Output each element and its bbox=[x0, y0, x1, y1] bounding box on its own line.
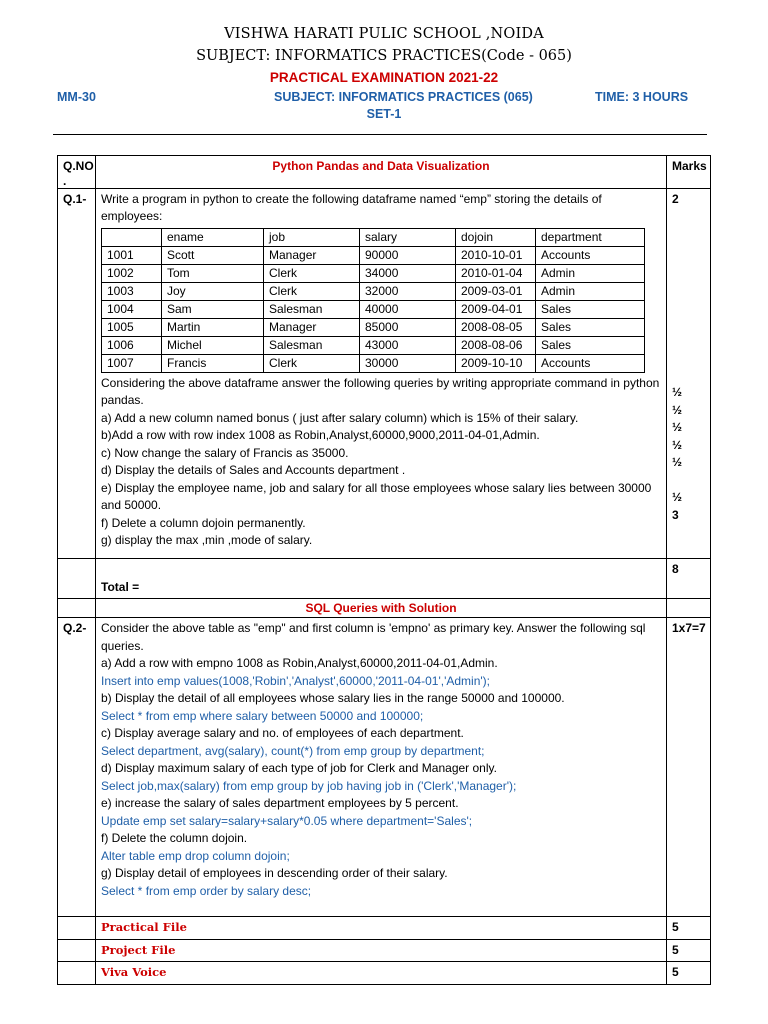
max-marks: MM-30 bbox=[57, 90, 96, 104]
q1-part-d: d) Display the details of Sales and Accounts department . bbox=[101, 463, 406, 477]
emp-cell: 2008-08-05 bbox=[456, 318, 536, 336]
emp-cell: Admin bbox=[536, 282, 645, 300]
q2-part-e: e) increase the salary of sales department employees by 5 percent. bbox=[101, 796, 459, 810]
emp-cell: 1006 bbox=[102, 336, 162, 354]
q1-marks: 2 ½ ½ ½ ½ ½ ½ 3 bbox=[667, 188, 711, 558]
q2-sql-c: Select department, avg(salary), count(*) from emp group by department; bbox=[101, 743, 485, 758]
emp-header-row bbox=[102, 228, 645, 246]
time-allowed: TIME: 3 HOURS bbox=[595, 90, 689, 104]
emp-cell: 85000 bbox=[360, 318, 456, 336]
q2-part-g: g) Display detail of employees in descending order of their salary. bbox=[101, 866, 448, 880]
q2-sql-a: Insert into emp values(1008,'Robin','Analyst',60000,'2011-04-01','Admin'); bbox=[101, 673, 490, 688]
extra-row-viva bbox=[58, 962, 711, 985]
q2-number: Q.2- bbox=[58, 618, 96, 917]
q1-mark-a: ½ bbox=[672, 385, 683, 399]
emp-cell: Joy bbox=[162, 282, 264, 300]
q1-part-b: b)Add a row with row index 1008 as Robin,Analyst,60000,9000,2011-04-01,Admin. bbox=[101, 428, 540, 442]
sql-section-row bbox=[58, 599, 711, 618]
emp-row bbox=[102, 246, 645, 264]
total-row bbox=[58, 558, 711, 599]
q2-sql-g: Select * from emp order by salary desc; bbox=[101, 883, 312, 898]
subject-code: SUBJECT: INFORMATICS PRACTICES (065) bbox=[274, 90, 533, 104]
emp-cell: 2009-03-01 bbox=[456, 282, 536, 300]
q1-mark-f: ½ bbox=[672, 490, 683, 504]
q1-mark-g: 3 bbox=[672, 507, 679, 522]
q2-sql-f: Alter table emp drop column dojoin; bbox=[101, 848, 290, 863]
project-file-marks: 5 bbox=[667, 939, 711, 962]
q2-part-b: b) Display the detail of all employees whose salary lies in the range 50000 and 100000. bbox=[101, 691, 565, 705]
q1-part-a: a) Add a new column named bonus ( just after salary column) which is 15% of their salary. bbox=[101, 410, 579, 425]
emp-dataframe-table bbox=[101, 228, 645, 373]
project-file-label: Project File bbox=[96, 939, 667, 962]
emp-cell: Sales bbox=[536, 300, 645, 318]
emp-cell: 2010-10-01 bbox=[456, 246, 536, 264]
exam-title: PRACTICAL EXAMINATION 2021-22 bbox=[269, 70, 499, 85]
emp-cell: Sam bbox=[162, 300, 264, 318]
emp-cell: 1001 bbox=[102, 246, 162, 264]
emp-row bbox=[102, 318, 645, 336]
q1-part-c: c) Now change the salary of Francis as 35000. bbox=[101, 445, 349, 460]
emp-cell: 2009-10-10 bbox=[456, 354, 536, 372]
q1-mark-d: ½ bbox=[672, 437, 683, 452]
table-header-row bbox=[58, 156, 711, 189]
total-marks: 8 bbox=[667, 558, 711, 599]
total-label: Total = bbox=[96, 558, 667, 599]
emp-cell: Martin bbox=[162, 318, 264, 336]
emp-cell: 1005 bbox=[102, 318, 162, 336]
emp-cell: 90000 bbox=[360, 246, 456, 264]
practical-file-marks: 5 bbox=[667, 917, 711, 940]
q1-part-f: f) Delete a column dojoin permanently. bbox=[101, 515, 306, 530]
practical-file-label: Practical File bbox=[96, 917, 667, 940]
marks-header: Marks bbox=[667, 156, 711, 189]
school-name: VISHWA HARATI PULIC SCHOOL ,NOIDA bbox=[224, 26, 544, 42]
q2-part-f: f) Delete the column dojoin. bbox=[101, 831, 248, 845]
emp-cell: 1003 bbox=[102, 282, 162, 300]
emp-column-header: salary bbox=[360, 228, 456, 246]
section-title-sql: SQL Queries with Solution bbox=[96, 599, 667, 618]
emp-cell: Admin bbox=[536, 264, 645, 282]
subject-line: SUBJECT: INFORMATICS PRACTICES(Code - 065) bbox=[196, 48, 572, 64]
emp-row bbox=[102, 300, 645, 318]
emp-cell: 32000 bbox=[360, 282, 456, 300]
emp-cell: 30000 bbox=[360, 354, 456, 372]
question-row-q1 bbox=[58, 188, 711, 558]
emp-column-header bbox=[102, 228, 162, 246]
set-number: SET-1 bbox=[366, 107, 402, 121]
emp-cell: Clerk bbox=[264, 282, 360, 300]
q1-intro: Write a program in python to create the following dataframe named “emp” storing the details of employees: bbox=[101, 191, 602, 223]
extra-row-project bbox=[58, 939, 711, 962]
q1-mark-c: ½ bbox=[672, 420, 683, 434]
emp-cell: Accounts bbox=[536, 354, 645, 372]
emp-cell: 1002 bbox=[102, 264, 162, 282]
emp-cell: Manager bbox=[264, 318, 360, 336]
q1-body bbox=[96, 188, 667, 558]
emp-cell: Sales bbox=[536, 336, 645, 354]
qno-header: Q.NO . bbox=[58, 156, 96, 189]
q2-intro: Consider the above table as "emp" and first column is 'empno' as primary key. Answer the following sql queries. bbox=[101, 621, 646, 653]
emp-cell: 43000 bbox=[360, 336, 456, 354]
emp-column-header: ename bbox=[162, 228, 264, 246]
q2-part-c: c) Display average salary and no. of employees of each department. bbox=[101, 726, 464, 740]
emp-cell: Salesman bbox=[264, 336, 360, 354]
q1-number: Q.1- bbox=[58, 188, 96, 558]
emp-column-header: department bbox=[536, 228, 645, 246]
emp-row bbox=[102, 336, 645, 354]
emp-cell: Clerk bbox=[264, 354, 360, 372]
question-table bbox=[57, 155, 711, 985]
q1-mark-e: ½ bbox=[672, 455, 683, 469]
emp-cell: 2008-08-06 bbox=[456, 336, 536, 354]
q2-sql-b: Select * from emp where salary between 50000 and 100000; bbox=[101, 708, 424, 723]
viva-voice-marks: 5 bbox=[667, 962, 711, 985]
emp-row bbox=[102, 282, 645, 300]
emp-cell: Accounts bbox=[536, 246, 645, 264]
emp-column-header: job bbox=[264, 228, 360, 246]
q2-part-a: a) Add a row with empno 1008 as Robin,Analyst,60000,2011-04-01,Admin. bbox=[101, 656, 498, 670]
q1-part-g: g) display the max ,min ,mode of salary. bbox=[101, 533, 313, 547]
q2-body bbox=[96, 618, 667, 917]
q2-sql-e: Update emp set salary=salary+salary*0.05 where department='Sales'; bbox=[101, 813, 473, 828]
q2-sql-d: Select job,max(salary) from emp group by job having job in ('Clerk','Manager'); bbox=[101, 778, 517, 793]
question-row-q2 bbox=[58, 618, 711, 917]
q1-mark-b: ½ bbox=[672, 402, 683, 417]
q1-considering: Considering the above dataframe answer the following queries by writing appropriate command in python pandas. bbox=[101, 375, 660, 407]
emp-cell: Tom bbox=[162, 264, 264, 282]
emp-cell: 1007 bbox=[102, 354, 162, 372]
emp-cell: Manager bbox=[264, 246, 360, 264]
emp-row bbox=[102, 354, 645, 372]
emp-cell: Scott bbox=[162, 246, 264, 264]
emp-cell: Salesman bbox=[264, 300, 360, 318]
viva-voice-label: Viva Voice bbox=[96, 962, 667, 985]
emp-column-header: dojoin bbox=[456, 228, 536, 246]
emp-cell: 34000 bbox=[360, 264, 456, 282]
emp-cell: Michel bbox=[162, 336, 264, 354]
q2-part-d: d) Display maximum salary of each type of job for Clerk and Manager only. bbox=[101, 761, 497, 775]
emp-cell: Francis bbox=[162, 354, 264, 372]
section-title-pandas: Python Pandas and Data Visualization bbox=[96, 156, 667, 189]
header-divider bbox=[53, 134, 707, 135]
q2-marks: 1x7=7 bbox=[667, 618, 711, 917]
emp-row bbox=[102, 264, 645, 282]
emp-cell: 2009-04-01 bbox=[456, 300, 536, 318]
emp-cell: 40000 bbox=[360, 300, 456, 318]
extra-row-practical bbox=[58, 917, 711, 940]
emp-cell: Clerk bbox=[264, 264, 360, 282]
emp-cell: 1004 bbox=[102, 300, 162, 318]
q1-part-e: e) Display the employee name, job and salary for all those employees whose salary lies between 30000 and 50000. bbox=[101, 480, 652, 512]
emp-cell: Sales bbox=[536, 318, 645, 336]
emp-cell: 2010-01-04 bbox=[456, 264, 536, 282]
